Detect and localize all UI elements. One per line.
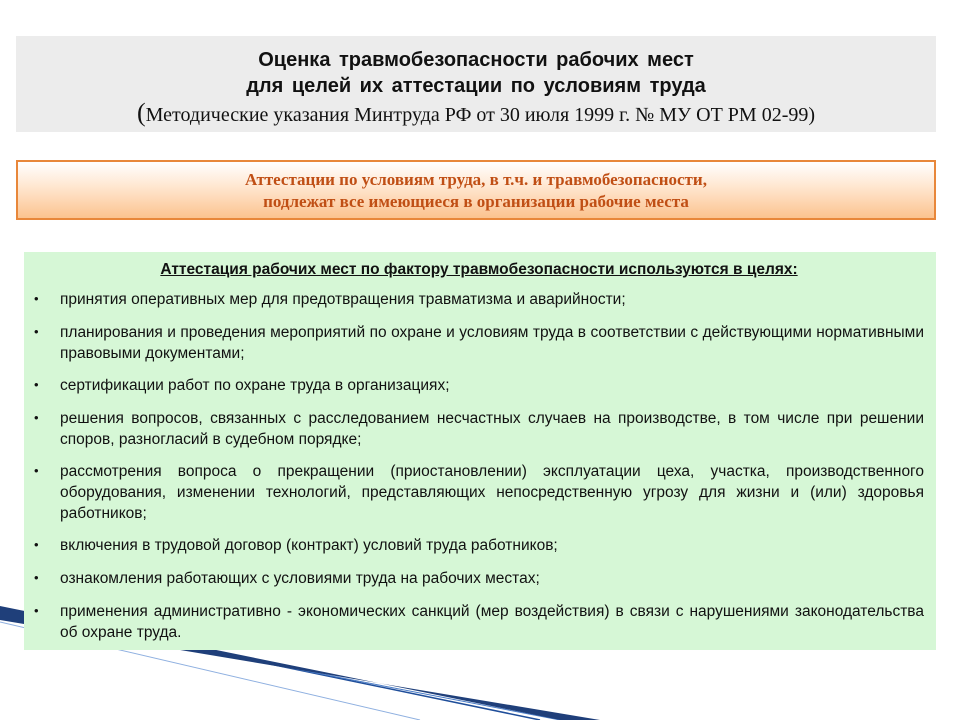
title-box [16, 36, 936, 132]
list-item [34, 375, 924, 396]
notice-line-1: Аттестации по условиям труда, в т.ч. и травмобезопасности, [245, 170, 707, 189]
notice-line-2: подлежат все имеющиеся в организации рабочие места [263, 192, 689, 211]
purposes-heading: Аттестация рабочих мест по фактору травмобезопасности используются в целях: [160, 261, 798, 278]
bullet-icon: • [34, 463, 39, 478]
bullet-icon: • [34, 324, 39, 339]
list-item-text: сертификации работ по охране труда в организациях; [60, 377, 450, 394]
list-item-text: ознакомления работающих с условиями труда на рабочих местах; [60, 570, 540, 587]
list-item [34, 408, 924, 450]
bullet-icon: • [34, 377, 39, 392]
page-subtitle [16, 99, 936, 129]
page-title-line-2: для целей их аттестации по условиям труда [246, 75, 706, 97]
subtitle-text: Методические указания Минтруда РФ от 30 июля 1999 г. № МУ ОТ РМ 02-99) [145, 104, 816, 126]
list-item [34, 322, 924, 364]
list-item [34, 568, 924, 589]
list-item [34, 535, 924, 556]
list-item [34, 289, 924, 310]
bullet-icon: • [34, 570, 39, 585]
subtitle-open-paren: ( [136, 98, 146, 127]
purposes-box [24, 252, 936, 650]
list-item-text: планирования и проведения мероприятий по охране и условиям труда в соответствии с действующими нормативными правовыми документами; [60, 324, 924, 362]
list-item-text: применения административно - экономических санкций (мер воздействия) в связи с нарушениями законодательства об охране труда. [60, 603, 924, 641]
list-item [34, 461, 924, 524]
bullet-icon: • [34, 410, 39, 425]
notice-box [16, 160, 936, 220]
list-item-text: решения вопросов, связанных с расследованием несчастных случаев на производстве, в том числе при решении споров, разногласий в судебном порядке; [60, 410, 924, 448]
list-item [34, 601, 924, 643]
bullet-icon: • [34, 603, 39, 618]
bullet-icon: • [34, 537, 39, 552]
page-title-line-1: Оценка травмобезопасности рабочих мест [258, 49, 694, 71]
list-item-text: принятия оперативных мер для предотвращения травматизма и аварийности; [60, 291, 626, 308]
list-item-text: рассмотрения вопроса о прекращении (приостановлении) эксплуатации цеха, участка, производственного оборудования, изменении технологий, представляющих непосредственную угрозу для жизни и (или) здоровья работников; [60, 463, 924, 522]
list-item-text: включения в трудовой договор (контракт) условий труда работников; [60, 537, 558, 554]
bullet-icon: • [34, 291, 39, 306]
